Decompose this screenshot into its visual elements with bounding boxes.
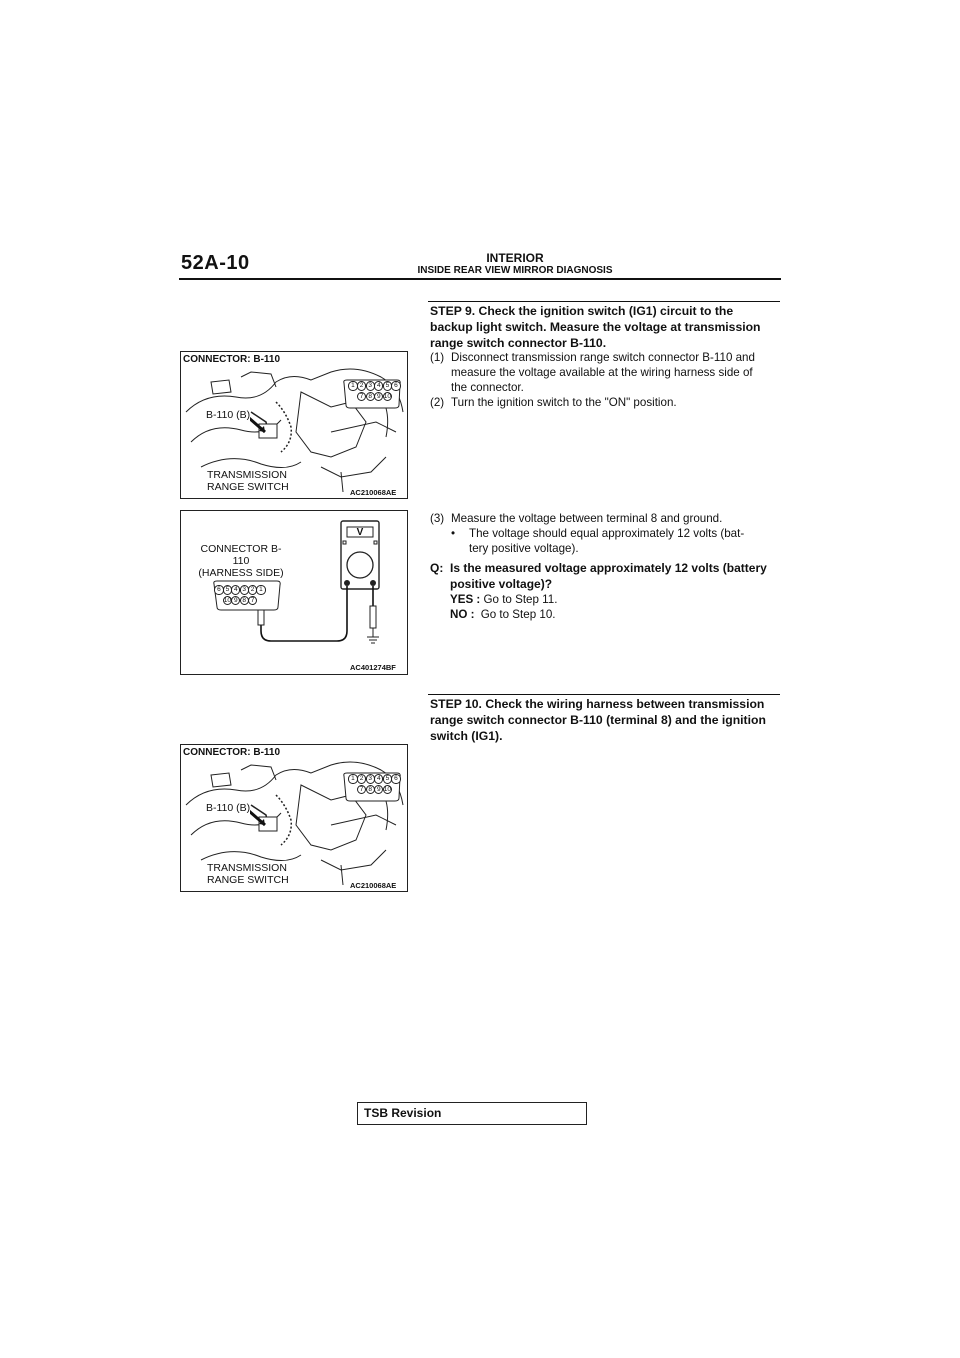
step9-item-3 bbox=[430, 511, 780, 526]
connector-pin: 9 bbox=[231, 596, 240, 605]
step9-item-2 bbox=[430, 395, 780, 410]
step9-heading bbox=[430, 303, 780, 351]
switch-label-line: RANGE SWITCH bbox=[207, 481, 289, 493]
step9-rule bbox=[428, 301, 780, 302]
answer-label: NO : bbox=[450, 608, 475, 621]
section-title: INTERIOR bbox=[486, 251, 544, 265]
connector-pin: 10 bbox=[383, 785, 392, 793]
answer-text: Go to Step 11. bbox=[483, 593, 558, 606]
step9-heading-line: STEP 9. Check the ignition switch (IG1) circuit to the bbox=[430, 304, 734, 318]
answer-text: Go to Step 10. bbox=[480, 608, 556, 621]
bullet-dot: • bbox=[451, 527, 456, 540]
item-line: Disconnect transmission range switch connector B-110 and bbox=[451, 351, 755, 364]
connector-pin: 2 bbox=[357, 381, 366, 390]
connector-pin: 8 bbox=[240, 596, 249, 605]
step10-heading bbox=[430, 696, 780, 744]
tsb-revision-label: TSB Revision bbox=[364, 1106, 442, 1120]
connector-pin: 1 bbox=[348, 774, 357, 783]
harness-label-line: (HARNESS SIDE) bbox=[198, 567, 284, 579]
bullet-line: tery positive voltage). bbox=[469, 542, 579, 555]
voltage-measurement-figure bbox=[180, 510, 408, 675]
harness-connector-label bbox=[195, 543, 287, 579]
figure-code: AC210068AE bbox=[350, 881, 397, 890]
connector-pin: 2 bbox=[248, 585, 257, 594]
connector-pin: 3 bbox=[366, 381, 375, 390]
answer-label: YES : bbox=[450, 593, 481, 606]
connector-pin: 10 bbox=[383, 392, 392, 400]
connector-pin: 5 bbox=[383, 381, 392, 390]
connector-pin: 1 bbox=[256, 585, 265, 594]
item-line: Turn the ignition switch to the "ON" position. bbox=[451, 396, 677, 409]
voltmeter-symbol: V bbox=[356, 527, 364, 538]
connector-pin: 7 bbox=[357, 392, 366, 401]
harness-label-line: CONNECTOR B-110 bbox=[200, 543, 282, 567]
item-number: (1) bbox=[430, 351, 445, 364]
step10-heading-line: STEP 10. Check the wiring harness between transmission bbox=[430, 697, 765, 711]
voltage-spec-bullet bbox=[451, 526, 781, 556]
step9-heading-line: range switch connector B-110. bbox=[430, 336, 607, 350]
item-line: measure the voltage available at the wiring harness side of bbox=[451, 366, 753, 379]
item-number: (2) bbox=[430, 396, 445, 409]
step9-heading-line: backup light switch. Measure the voltage at transmission bbox=[430, 320, 761, 334]
figure-code: AC210068AE bbox=[350, 488, 397, 497]
connector-pin: 10 bbox=[223, 596, 232, 604]
connector-location-figure bbox=[180, 351, 408, 499]
connector-callout: B-110 (B) bbox=[206, 409, 251, 421]
answer-no bbox=[450, 607, 555, 622]
connector-pin: 4 bbox=[231, 585, 240, 594]
tsb-revision-box bbox=[357, 1102, 587, 1125]
connector-pin: 9 bbox=[374, 392, 383, 401]
connector-pin: 1 bbox=[348, 381, 357, 390]
step10-heading-line: switch (IG1). bbox=[430, 729, 503, 743]
connector-location-figure-2 bbox=[180, 744, 408, 892]
item-line: Measure the voltage between terminal 8 and ground. bbox=[451, 512, 723, 525]
connector-pin: 7 bbox=[357, 785, 366, 794]
connector-pin: 6 bbox=[214, 585, 223, 594]
connector-label: CONNECTOR: B-110 bbox=[183, 747, 281, 758]
connector-pin: 5 bbox=[383, 774, 392, 783]
connector-callout: B-110 (B) bbox=[206, 802, 251, 814]
connector-pin: 8 bbox=[366, 392, 375, 401]
switch-label-line: TRANSMISSION bbox=[207, 862, 287, 874]
connector-pin: 2 bbox=[357, 774, 366, 783]
step10-rule bbox=[428, 694, 780, 695]
connector-pin: 6 bbox=[391, 381, 400, 390]
step9-item-1 bbox=[430, 350, 780, 395]
item-number: (3) bbox=[430, 512, 445, 525]
connector-pin: 3 bbox=[240, 585, 249, 594]
question-label: Q: bbox=[430, 561, 444, 575]
connector-label: CONNECTOR: B-110 bbox=[183, 354, 281, 365]
question-line: positive voltage)? bbox=[450, 577, 553, 591]
switch-label bbox=[207, 469, 289, 493]
connector-pin: 4 bbox=[374, 774, 383, 783]
answer-yes bbox=[450, 592, 557, 607]
page-number: 52A-10 bbox=[181, 252, 250, 274]
connector-pin: 9 bbox=[374, 785, 383, 794]
question-line: Is the measured voltage approximately 12 volts (battery bbox=[450, 561, 767, 575]
question bbox=[430, 560, 780, 592]
bullet-line: The voltage should equal approximately 12 volts (bat- bbox=[469, 527, 745, 540]
item-line: the connector. bbox=[451, 381, 524, 394]
switch-label bbox=[207, 862, 289, 886]
switch-label-line: RANGE SWITCH bbox=[207, 874, 289, 886]
connector-pin: 4 bbox=[374, 381, 383, 390]
connector-pin: 3 bbox=[366, 774, 375, 783]
connector-pin: 8 bbox=[366, 785, 375, 794]
connector-pin: 5 bbox=[223, 585, 232, 594]
section-subtitle: INSIDE REAR VIEW MIRROR DIAGNOSIS bbox=[417, 265, 613, 276]
switch-label-line: TRANSMISSION bbox=[207, 469, 287, 481]
figure-code: AC401274BF bbox=[350, 663, 396, 672]
step10-heading-line: range switch connector B-110 (terminal 8) and the ignition bbox=[430, 713, 766, 727]
connector-pin: 7 bbox=[248, 596, 257, 605]
header-rule bbox=[179, 278, 781, 280]
connector-pin: 6 bbox=[391, 774, 400, 783]
